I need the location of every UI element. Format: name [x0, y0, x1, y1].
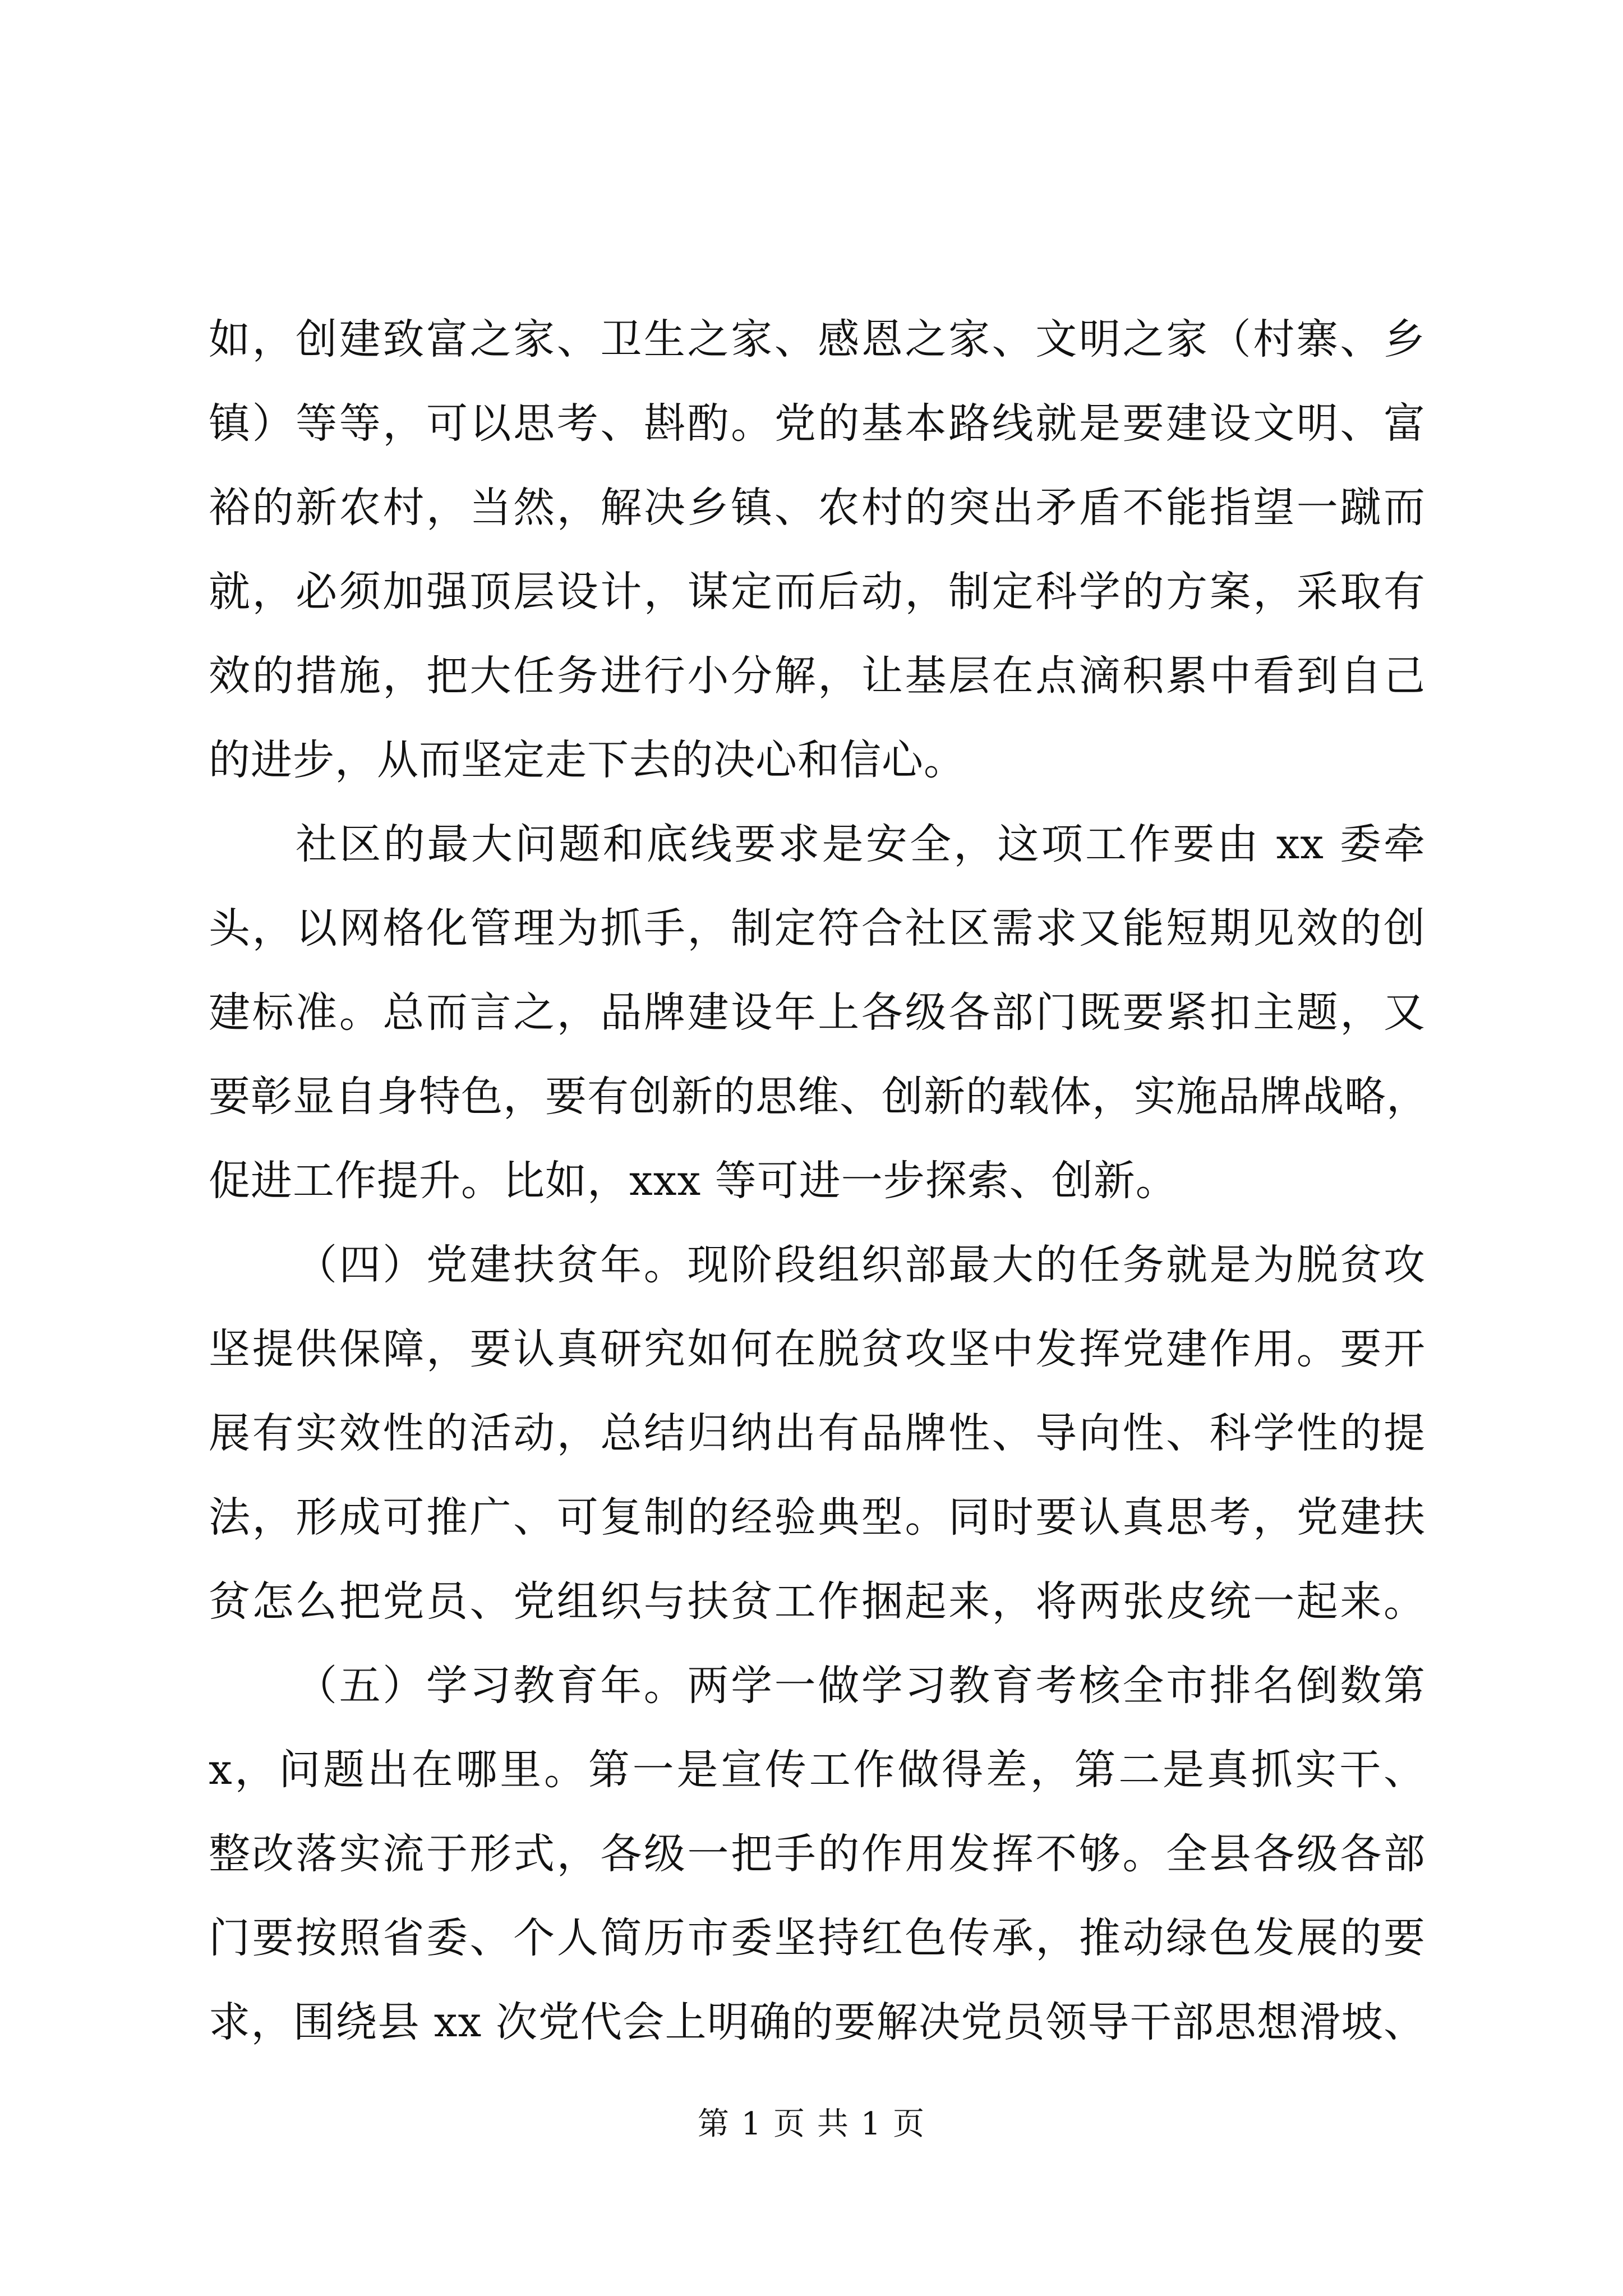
text-line: 求，围绕县 xx 次党代会上明确的要解决党员领导干部思想滑坡、	[209, 1998, 1426, 2046]
text-line: 展有实效性的活动，总结归纳出有品牌性、导向性、科学性的提	[209, 1409, 1426, 1457]
text-line: 要彰显自身特色，要有创新的思维、创新的载体，实施品牌战略，	[209, 1073, 1428, 1121]
paragraph-first-line: （五）学习教育年。两学一做学习教育考核全市排名倒数第	[296, 1662, 1426, 1710]
text-line: 贫怎么把党员、党组织与扶贫工作捆起来，将两张皮统一起来。	[209, 1577, 1426, 1626]
text-line: 门要按照省委、个人简历市委坚持红色传承，推动绿色发展的要	[209, 1914, 1426, 1962]
text-line: 建标准。总而言之，品牌建设年上各级各部门既要紧扣主题，又	[209, 988, 1426, 1037]
text-line: 效的措施，把大任务进行小分解，让基层在点滴积累中看到自己	[209, 652, 1426, 700]
paragraph-first-line: （四）党建扶贫年。现阶段组织部最大的任务就是为脱贫攻	[296, 1241, 1426, 1289]
text-line: x，问题出在哪里。第一是宣传工作做得差，第二是真抓实干、	[209, 1746, 1426, 1794]
document-body	[209, 297, 1426, 2064]
text-line: 裕的新农村，当然，解决乡镇、农村的突出矛盾不能指望一蹴而	[209, 484, 1426, 532]
text-line: 坚提供保障，要认真研究如何在脱贫攻坚中发挥党建作用。要开	[209, 1325, 1426, 1373]
text-line: 头，以网格化管理为抓手，制定符合社区需求又能短期见效的创	[209, 904, 1426, 953]
text-line: 如，创建致富之家、卫生之家、感恩之家、文明之家（村寨、乡	[209, 315, 1426, 364]
text-line: 整改落实流于形式，各级一把手的作用发挥不够。全县各级各部	[209, 1830, 1426, 1878]
text-line: 的进步，从而坚定走下去的决心和信心。	[209, 736, 966, 784]
text-line: 促进工作提升。比如，xxx 等可进一步探索、创新。	[209, 1157, 1178, 1205]
page-footer: 第 1 页 共 1 页	[697, 2106, 926, 2142]
paragraph-first-line: 社区的最大问题和底线要求是安全，这项工作要由 xx 委牵	[296, 820, 1426, 868]
text-line: 镇）等等，可以思考、斟酌。党的基本路线就是要建设文明、富	[209, 399, 1426, 448]
text-line: 法，形成可推广、可复制的经验典型。同时要认真思考，党建扶	[209, 1493, 1426, 1542]
text-line: 就，必须加强顶层设计，谋定而后动，制定科学的方案，采取有	[209, 568, 1426, 616]
